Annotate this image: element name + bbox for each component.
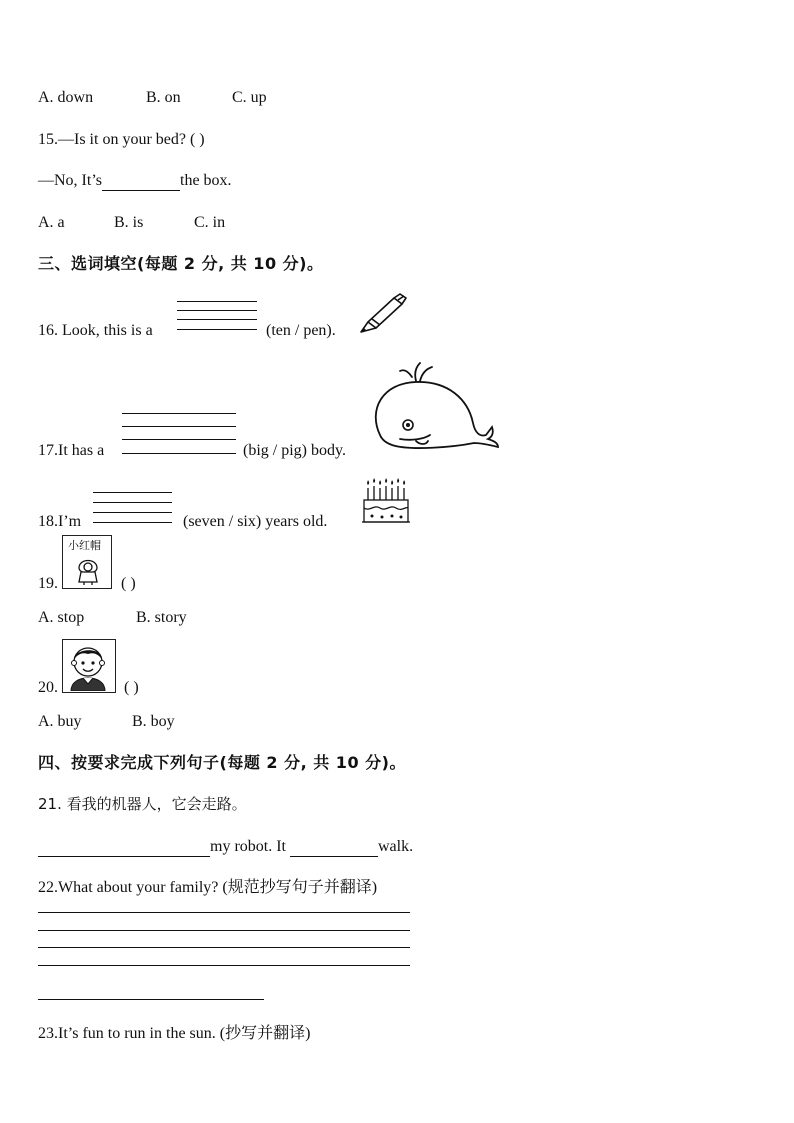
boy-icon [62,639,116,693]
q15-answer-blank[interactable] [102,174,180,191]
q22-translation-line[interactable] [38,999,264,1000]
q22-writing-line-1[interactable] [38,912,410,913]
q20-options [38,712,175,732]
red-riding-hood-drawing [75,554,101,586]
q20-answer-paren[interactable]: ( ) [124,679,139,696]
q14-option-a[interactable]: A. down [38,89,94,106]
q18-prefix: 18.I’m [38,513,82,530]
pen-icon [356,292,410,334]
q17-choices: (big / pig) body. [243,442,346,459]
q20-option-b[interactable]: B. boy [132,713,175,730]
q19-answer-paren[interactable]: ( ) [121,575,136,592]
q14-option-b[interactable]: B. on [146,89,181,106]
q19-option-a[interactable]: A. stop [38,609,85,626]
q18-choices: (seven / six) years old. [183,513,328,530]
q19-option-b[interactable]: B. story [136,609,187,626]
boy-drawing [63,640,114,691]
q19-options [38,608,187,628]
q23-prompt: 23.It’s fun to run in the sun. (抄写并翻译) [38,1025,311,1042]
q20-number: 20. [38,679,58,696]
section-3-heading: 三、选词填空(每题 2 分, 共 10 分)。 [38,254,324,273]
q22-writing-line-3[interactable] [38,947,410,948]
q15-answer-prefix: —No, It’s [38,172,102,189]
q14-options [38,88,267,108]
q20-option-a[interactable]: A. buy [38,713,82,730]
storybook-icon [62,535,112,589]
q15-options [38,213,225,233]
q21-prompt: 21. 看我的机器人，它会走路。 [38,795,247,813]
q15-option-b[interactable]: B. is [114,214,144,231]
q15-option-a[interactable]: A. a [38,214,65,231]
q22-writing-line-2[interactable] [38,930,410,931]
q21-end-text: walk. [378,838,414,855]
book-title: 小红帽 [68,539,101,552]
q15-option-c[interactable]: C. in [194,214,226,231]
q21-mid-text: my robot. It [210,838,286,855]
q21-answer-line [38,837,413,857]
birthday-cake-icon [360,478,412,526]
section-4-heading: 四、按要求完成下列句子(每题 2 分, 共 10 分)。 [38,753,406,772]
q15-answer-suffix: the box. [180,172,232,189]
q16-prefix: 16. Look, this is a [38,322,153,339]
q15-question: 15.—Is it on your bed? ( ) [38,131,205,148]
q21-blank-1[interactable] [38,840,210,857]
q16-choices: (ten / pen). [266,322,336,339]
q22-writing-line-4[interactable] [38,965,410,966]
q19-number: 19. [38,575,58,592]
q17-prefix: 17.It has a [38,442,105,459]
q15-answer-line [38,171,232,191]
q14-option-c[interactable]: C. up [232,89,267,106]
q22-prompt: 22.What about your family? (规范抄写句子并翻译) [38,879,378,896]
q21-blank-2[interactable] [290,840,378,857]
whale-icon [370,355,500,455]
